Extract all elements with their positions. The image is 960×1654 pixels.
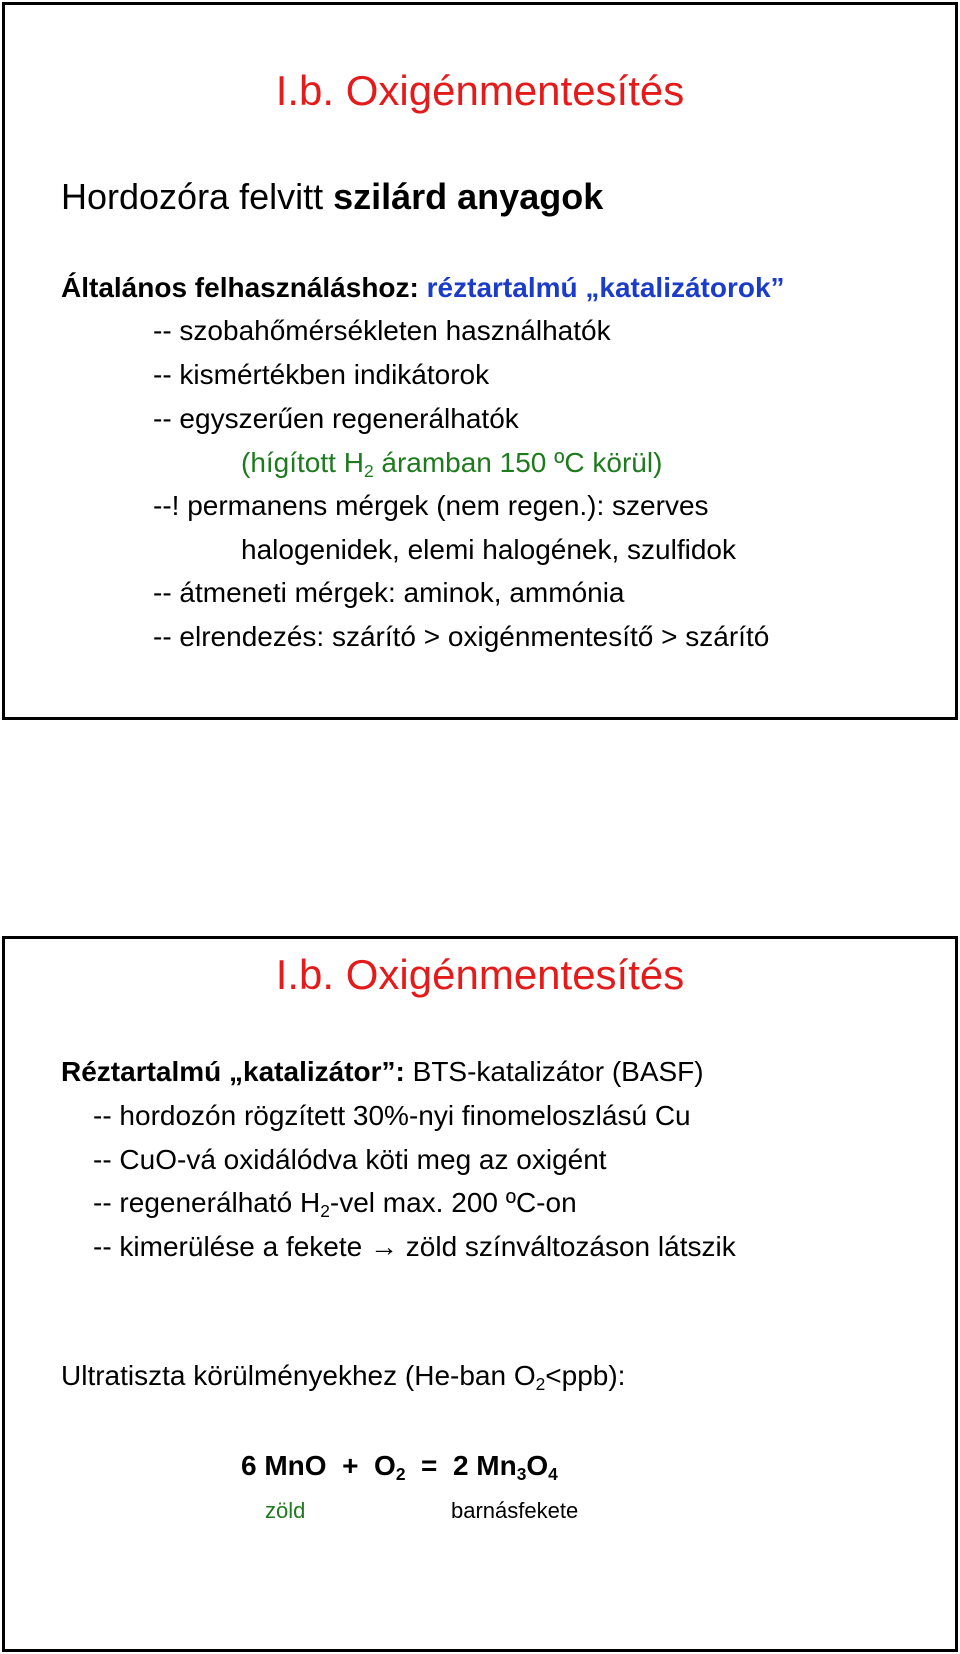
regen-post: -vel max. 200 ºC-on xyxy=(329,1187,577,1218)
equation xyxy=(241,1449,558,1483)
poison-line: --! permanens mérgek (nem regen.): szerves xyxy=(153,490,709,521)
slide-2-title: I.b. Oxigénmentesítés xyxy=(275,951,685,998)
heading xyxy=(61,176,603,218)
label-green: zöld xyxy=(265,1498,306,1523)
catalyst-label: Réztartalmú „katalizátor”: xyxy=(61,1056,405,1087)
equation-sub-4: 4 xyxy=(548,1463,558,1484)
regen-note-post: áramban 150 ºC körül) xyxy=(373,447,663,478)
regen-note-sub: 2 xyxy=(363,460,374,481)
bullet-2: -- CuO-vá oxidálódva köti meg az oxigént xyxy=(93,1144,607,1175)
bullet-3: -- egyszerűen regenerálhatók xyxy=(153,403,519,434)
equation-o: O xyxy=(526,1450,549,1481)
slide-1-title: I.b. Oxigénmentesítés xyxy=(275,67,685,114)
general-value: réztartalmú „katalizátorok” xyxy=(426,272,785,303)
bullet-1: -- hordozón rögzített 30%-nyi finomeloszlású Cu xyxy=(93,1100,691,1131)
regen-sub: 2 xyxy=(320,1200,330,1221)
ultra-sub: 2 xyxy=(535,1373,546,1394)
regen-note xyxy=(241,446,662,480)
general-label: Általános felhasználáshoz: xyxy=(61,272,419,303)
equation-sub-3: 3 xyxy=(516,1463,527,1484)
equation-lhs: 6 MnO + O xyxy=(241,1450,396,1481)
poison-continuation: halogenidek, elemi halogének, szulfidok xyxy=(241,534,736,565)
bullet-5: -- elrendezés: szárító > oxigénmentesítő > szárító xyxy=(153,621,770,652)
regen-pre: -- regenerálható H xyxy=(93,1187,321,1218)
bullet-2: -- kismértékben indikátorok xyxy=(153,359,490,390)
bullet-1: -- szobahőmérsékleten használhatók xyxy=(153,315,611,346)
heading-bold: szilárd anyagok xyxy=(333,176,604,217)
catalyst-line xyxy=(61,1055,704,1089)
general-use-line xyxy=(61,271,785,305)
regen-line xyxy=(93,1186,577,1220)
equation-mid: = 2 Mn xyxy=(405,1450,517,1481)
exhaust-line: -- kimerülése a fekete → zöld színváltozáson látszik xyxy=(93,1231,736,1262)
ultra-post: <ppb): xyxy=(545,1360,626,1391)
catalyst-value: BTS-katalizátor (BASF) xyxy=(404,1056,704,1087)
bullet-4: -- átmeneti mérgek: aminok, ammónia xyxy=(153,577,625,608)
heading-text: Hordozóra felvitt xyxy=(61,176,334,217)
label-dark: barnásfekete xyxy=(451,1498,579,1523)
regen-note-pre: (hígított H xyxy=(241,447,364,478)
slide-1 xyxy=(2,2,958,720)
slide-2 xyxy=(2,936,958,1652)
ultra-line xyxy=(61,1359,625,1393)
ultra-pre: Ultratiszta körülményekhez (He-ban O xyxy=(61,1360,536,1391)
equation-sub-o2: 2 xyxy=(395,1463,406,1484)
